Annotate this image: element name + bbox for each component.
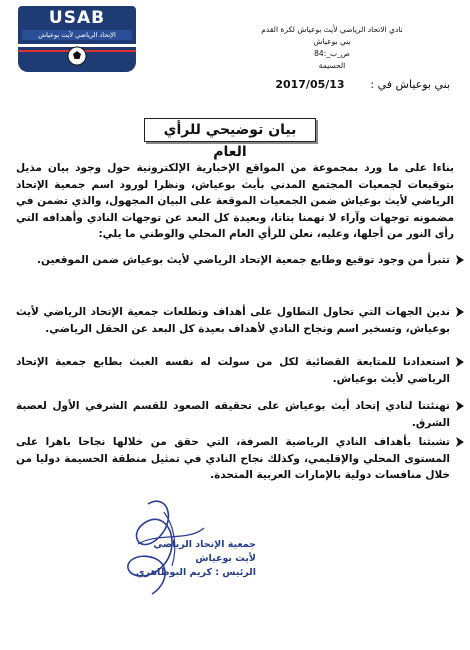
list-item bbox=[16, 304, 450, 337]
logo-emblem-icon bbox=[18, 40, 136, 72]
signature-president: الرئيس : كريم البوطاهري bbox=[135, 567, 256, 578]
list-item bbox=[16, 354, 450, 387]
bullet-arrow-icon bbox=[456, 357, 464, 367]
letterhead-club-name: نادي الاتحاد الرياضي لأيث بوعياش لكرة القدم bbox=[261, 25, 403, 34]
list-item bbox=[16, 398, 450, 431]
signature-org-line2: لأيث بوعياش bbox=[195, 553, 256, 564]
bullet-arrow-icon bbox=[456, 437, 464, 447]
logo-title: USAB bbox=[48, 8, 106, 28]
date-value: 2017/05/13 bbox=[275, 78, 345, 91]
letterhead bbox=[222, 24, 442, 72]
letterhead-town: بني بوعياش bbox=[313, 37, 351, 46]
bullet-arrow-icon bbox=[456, 401, 464, 411]
intro-paragraph: بناءا على ما ورد بمجموعة من المواقع الإخبارية الإلكترونية حول وجود بيان مذيل بتوقيعات لجمعيات المجتمع المدني بأيث بوعياش، ونظرا لورود اسم جمعية الإتحاد الرياضي لأيث بوعياش ضمن الجمعيات الموقعة على البيان المجهول، والذي تضمن في مضمونه توجهات وآراء لا تهمنا بتاتا، وبعيدة كل البعد عن توجهات النادي وأهدافه التي رأى النور من أجلها، وعليه، نعلن للرأي العام المحلي والوطني ما يلي: bbox=[16, 162, 454, 240]
list-item-text: استعدادنا للمتابعة القضائية لكل من سولت له نفسه العبث بطابع جمعية الإتحاد الرياضي لأيث بوعياش. bbox=[16, 356, 450, 385]
letterhead-po-box: ص_ب_:84 bbox=[314, 49, 350, 58]
bullet-arrow-icon bbox=[456, 307, 464, 317]
date-line bbox=[275, 78, 450, 91]
signature-org-line1: جمعية الإتحاد الرياضي bbox=[153, 539, 256, 550]
list-item bbox=[16, 434, 450, 484]
list-item bbox=[16, 252, 450, 269]
list-item-text: تهنئتنا لنادي إتحاد أيث بوعياش على تحقيقه الصعود للقسم الشرفي الأول لعصبة الشرق. bbox=[16, 400, 450, 429]
letterhead-city: الحسيمة bbox=[318, 61, 346, 70]
list-item-text: ندين الجهات التي تحاول التطاول على أهداف وتطلعات جمعية الإتحاد الرياضي لأيث بوعياش، وتسخير اسم ونجاح النادي لأهداف بعيدة كل البعد عن الحقل الرياضي. bbox=[16, 306, 450, 335]
club-logo bbox=[18, 6, 136, 72]
bullet-arrow-icon bbox=[456, 255, 464, 265]
document-title: بيان توضيحي للرأي العام bbox=[144, 118, 316, 142]
date-label: بني بوعياش في : bbox=[370, 78, 450, 91]
signature-block bbox=[136, 538, 256, 580]
list-item-text: تشبثنا بأهداف النادي الرياضية الصرفة، التي حقق من خلالها نجاحا باهرا على المستوى المحلي والإقليمي، وكذلك نجاح النادي في تمثيل منطقة الحسيمة دوليا من خلال منافسات دولية بالإمارات العربية المتحدة. bbox=[16, 436, 450, 481]
list-item-text: تتبرأ من وجود توقيع وطابع جمعية الإتحاد الرياضي لأيث بوعياش ضمن الموقعين. bbox=[37, 254, 450, 266]
logo-subtitle: الإتحاد الرياضي لأيت بوعياش bbox=[22, 30, 132, 40]
